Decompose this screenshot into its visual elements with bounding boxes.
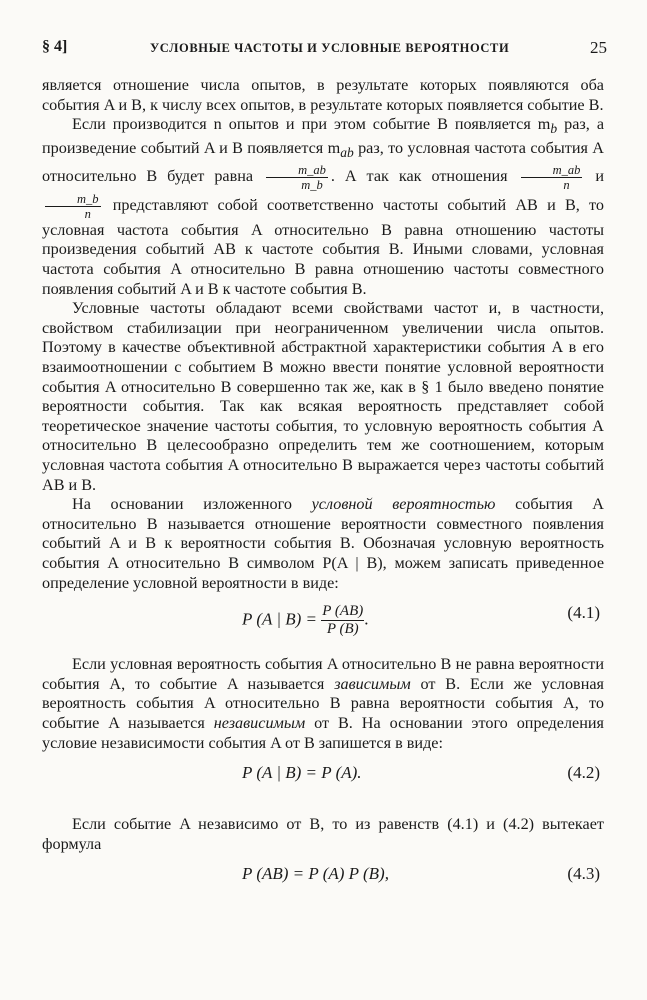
eq3-expression: P (AB) = P (A) P (B), [242, 864, 389, 884]
p4-text-b: события A относительно B называется отношение вероятности совместного появления событий A и B к вероятности события B. Обозначая условную вероятность события A относительно B символом P(A | B), можем записать приведенное определение условной вероятности в виде: [42, 495, 604, 592]
p2-text-a: Если производится n опытов и при этом событие B появляется m [72, 115, 551, 134]
eq1-number: (4.1) [567, 603, 600, 623]
p2-text-f: представляют собой соответственно частоты событий AB и B, то условная частота события A относительно B равна отношению частоты произведения событий AB к частоте события B. Иными словами, условная частота события A относительно B равна отношению частоты совместного появления событий A и B к частоте события B. [42, 196, 604, 298]
equation-4-3 [42, 854, 604, 898]
paragraph-1: является отношение числа опытов, в результате которых появляются оба события A и B, к числу всех опытов, в результате которых появляется событие B. [42, 76, 604, 114]
fraction-mab-over-mb [266, 163, 328, 192]
p2-text-e: и [595, 167, 605, 186]
eq1-period: . [364, 609, 369, 629]
page-number: 25 [590, 38, 607, 57]
equation-4-2 [42, 753, 604, 797]
p4-text-a: На основании изложенного [72, 495, 312, 514]
frac3-denominator: n [84, 206, 91, 221]
spacer [42, 637, 604, 655]
eq3-number: (4.3) [567, 864, 600, 884]
running-header [42, 38, 607, 62]
eq1-denominator: P (B) [326, 621, 359, 638]
eq1-numerator: P (AB) [322, 603, 364, 620]
term-dependent: зависимым [334, 674, 411, 693]
fraction-mab-over-n [521, 163, 583, 192]
p5-text-a: Если условная вероятность события A относительно B не равна вероятности события A, то событие A называется [42, 655, 604, 693]
page-body [42, 76, 604, 898]
paragraph-4 [42, 495, 604, 593]
spacer [42, 797, 604, 815]
p2-text-b: раз, а произведение событий A и B появляется m [42, 115, 605, 158]
p5-text-c: от B. На основании этого определения условие независимости события A от B запишется в виде: [42, 713, 604, 752]
paragraph-2 [42, 115, 604, 299]
eq1-lhs: P (A | B) = [242, 609, 318, 629]
paragraph-5 [42, 655, 604, 753]
running-title: УСЛОВНЫЕ ЧАСТОТЫ И УСЛОВНЫЕ ВЕРОЯТНОСТИ [150, 41, 510, 55]
frac1-denominator: m_b [301, 177, 323, 192]
section-marker: § 4] [42, 38, 68, 55]
frac2-numerator: m_ab [521, 163, 583, 178]
fraction-mb-over-n [45, 192, 101, 221]
p2-sub-ab: ab [340, 145, 354, 161]
p5-text-b: от B. Если же условная вероятность события A относительно B равна вероятности события A, то событие A называется [42, 674, 604, 732]
eq1-expression [242, 603, 368, 638]
eq2-expression: P (A | B) = P (A). [242, 763, 362, 783]
paragraph-6: Если событие A независимо от B, то из равенств (4.1) и (4.2) вытекает формула [42, 815, 604, 853]
equation-4-1 [42, 593, 604, 637]
frac2-denominator: n [563, 177, 570, 192]
p2-text-c: раз, то условная частота события A относительно B будет равна [42, 139, 604, 186]
paragraph-3: Условные частоты обладают всеми свойствами частот и, в частности, свойством стабилизации при неограниченном увеличении числа опытов. Поэтому в качестве объективной абстрактной характеристики события A в его взаимоотношении с событием B можно ввести понятие условной вероятности события A относительно B совершенно так же, как в § 1 было введено понятие вероятности события. Так как всякая вероятность представляет собой теоретическое значение частоты события, то условную вероятность события A относительно B целесообразно определить тем же соотношением, которым условная частота события A относительно B выражается через частоты событий AB и B. [42, 299, 604, 494]
p2-sub-b: b [550, 121, 558, 137]
eq2-number: (4.2) [567, 763, 600, 783]
frac1-numerator: m_ab [266, 163, 328, 178]
frac3-numerator: m_b [45, 192, 101, 207]
eq1-fraction [321, 603, 364, 638]
p2-text-d: . А так как отношения [330, 167, 508, 186]
term-independent: независимым [213, 713, 306, 732]
term-conditional-probability: условной вероятностью [311, 495, 496, 514]
